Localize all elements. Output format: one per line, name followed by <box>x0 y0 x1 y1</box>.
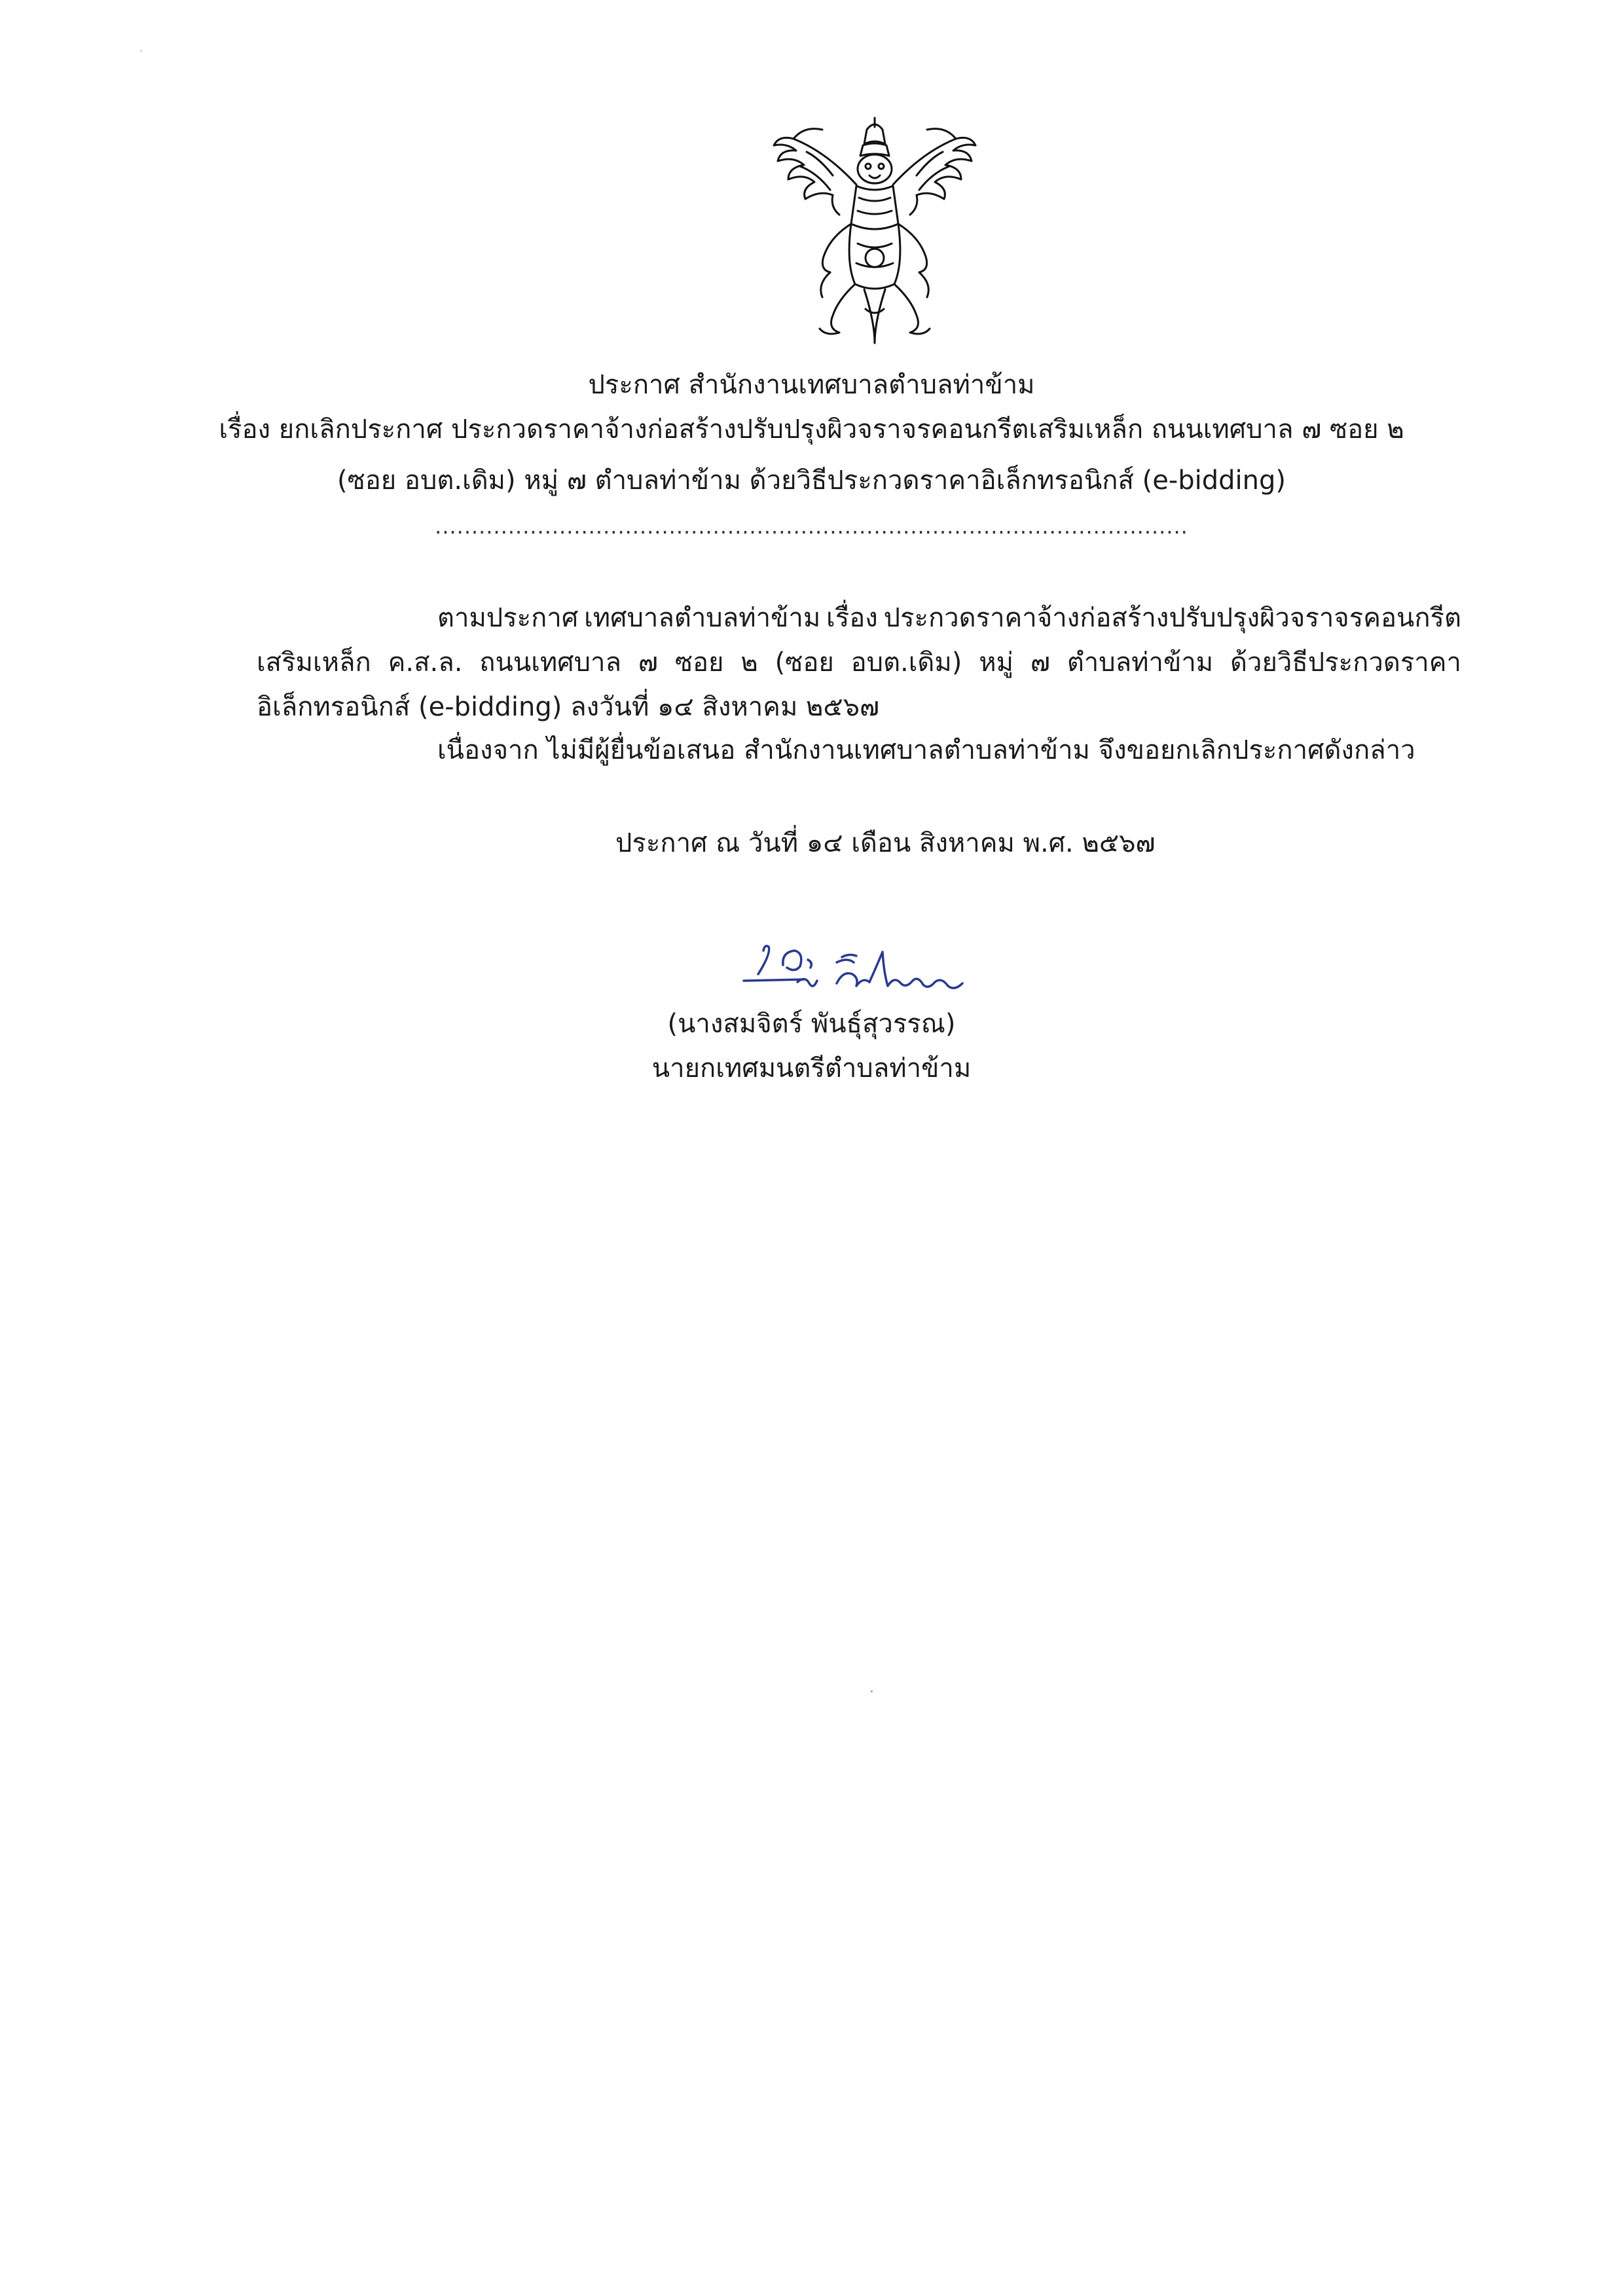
announcement-title: ประกาศ สำนักงานเทศบาลตำบลท่าข้าม <box>588 370 1035 400</box>
word: อบต.เดิม) <box>850 647 962 678</box>
body-paragraph-1-line-3: อิเล็กทรอนิกส์ (e-bidding) ลงวันที่ ๑๔ สิงหาคม ๒๕๖๗ <box>257 692 880 722</box>
announcement-subject-line-1: เรื่อง ยกเลิกประกาศ ประกวดราคาจ้างก่อสร้างปรับปรุงผิวจราจรคอนกรีตเสริมเหล็ก ถนนเทศบาล ๗ ซอย ๒ <box>219 414 1404 445</box>
body-paragraph-1-line-2 <box>257 646 1461 680</box>
announcement-date: ประกาศ ณ วันที่ ๑๔ เดือน สิงหาคม พ.ศ. ๒๕๖๗ <box>615 828 1156 858</box>
word: ๗ <box>1030 647 1050 678</box>
word: ถนนเทศบาล <box>479 647 621 678</box>
body-paragraph-1-line-1 <box>437 601 1461 635</box>
word: ประกวดราคาจ้างก่อสร้างปรับปรุงผิวจราจรคอนกรีต <box>883 603 1461 633</box>
word: ๒ <box>740 647 758 678</box>
word: ค.ส.ล. <box>388 647 463 678</box>
word: (ซอย <box>775 647 834 678</box>
word: ตามประกาศ <box>437 603 579 633</box>
word: ๗ <box>638 647 658 678</box>
handwritten-signature <box>732 934 994 1006</box>
word: เสริมเหล็ก <box>257 647 371 678</box>
body-paragraph-2: เนื่องจาก ไม่มีผู้ยื่นข้อเสนอ สำนักงานเทศบาลตำบลท่าข้าม จึงขอยกเลิกประกาศดังกล่าว <box>437 735 1415 765</box>
separator-dots: ....................................................................................................... <box>435 514 1188 539</box>
scan-speck <box>140 50 142 52</box>
word: ซอย <box>674 647 724 678</box>
signer-name: (นางสมจิตร์ พันธุ์สุวรรณ) <box>667 1009 956 1039</box>
signer-position: นายกเทศมนตรีตำบลท่าข้าม <box>651 1053 972 1084</box>
word: ด้วยวิธีประกวดราคา <box>1230 647 1461 678</box>
word: ตำบลท่าข้าม <box>1067 647 1214 678</box>
word: หมู่ <box>979 647 1013 678</box>
word: เทศบาลตำบลท่าข้าม <box>584 603 821 633</box>
announcement-subject-line-2: (ซอย อบต.เดิม) หมู่ ๗ ตำบลท่าข้าม ด้วยวิธีประกวดราคาอิเล็กทรอนิกส์ (e-bidding) <box>337 465 1286 496</box>
scan-speck <box>871 1690 873 1692</box>
garuda-emblem-icon <box>767 113 982 350</box>
word: เรื่อง <box>826 603 878 633</box>
